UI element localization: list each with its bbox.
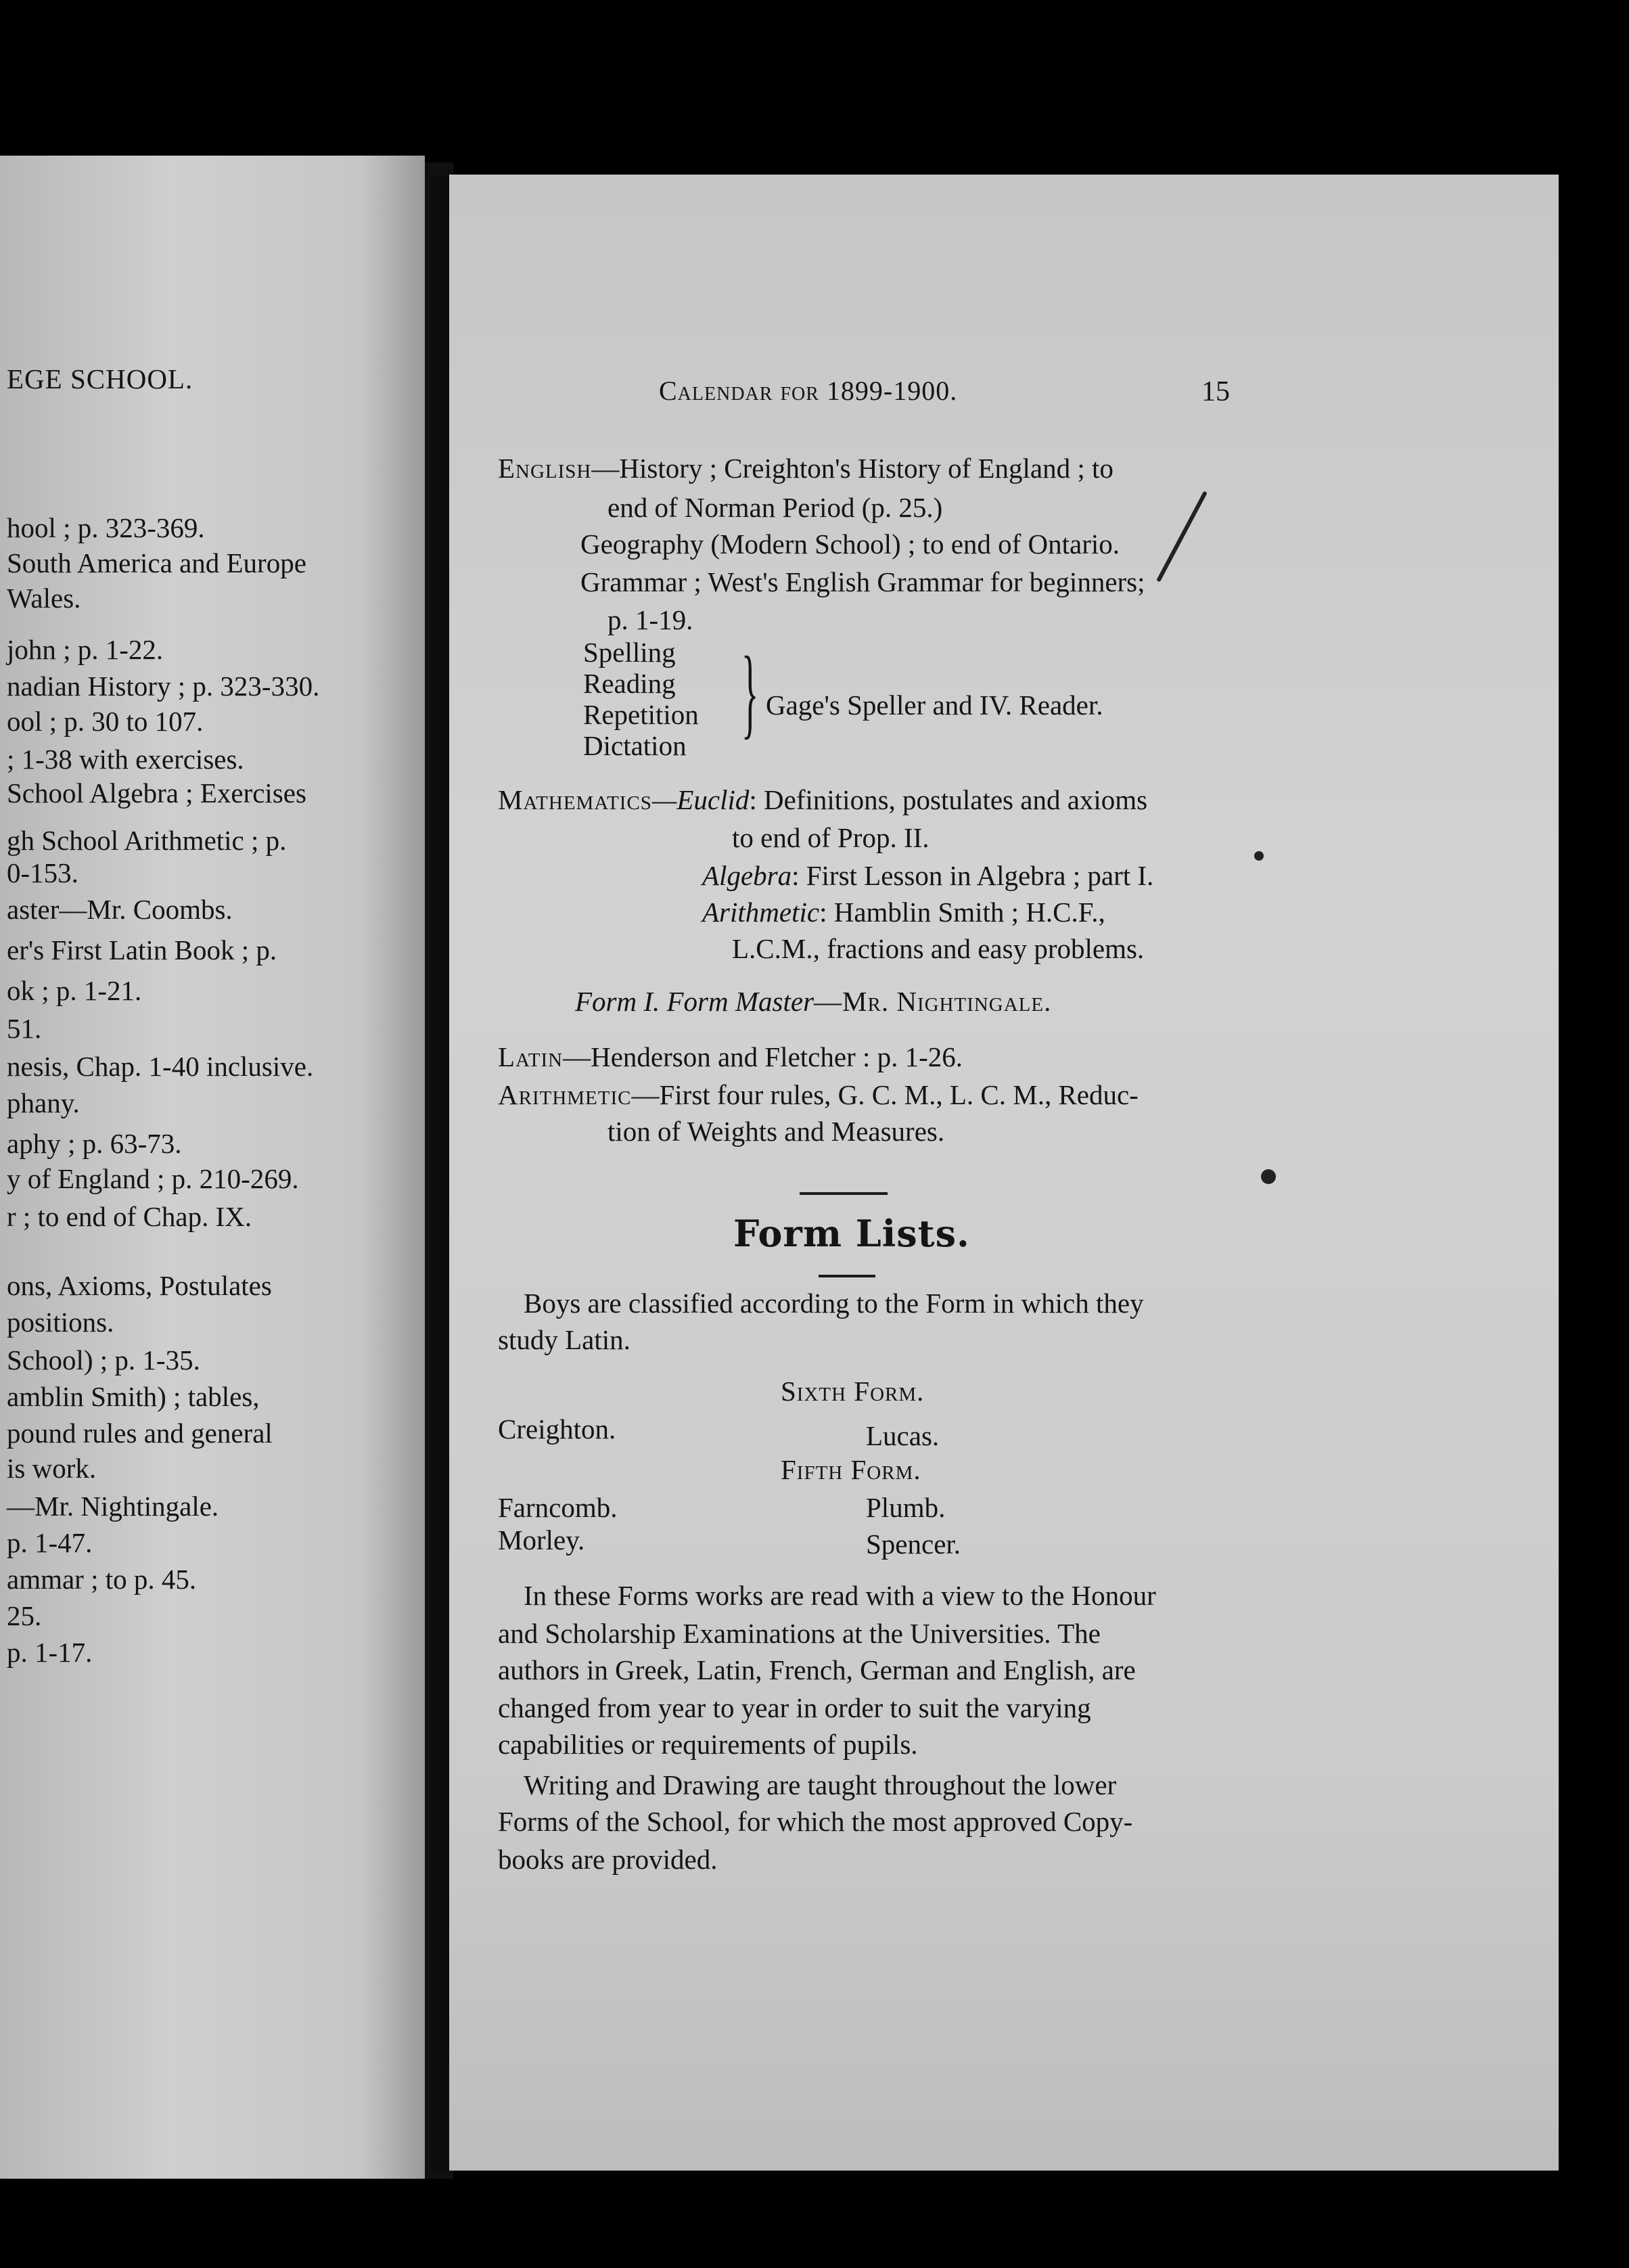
arithmetic-text: : Hamblin Smith ; H.C.F.,: [819, 897, 1105, 928]
left-page-line: ok ; p. 1-21.: [7, 975, 142, 1006]
left-page-line: Wales.: [7, 583, 81, 614]
left-page-line: aphy ; p. 63-73.: [7, 1128, 182, 1159]
spelling-item: Spelling: [583, 637, 676, 668]
arithmetic-two-text: —First four rules, G. C. M., L. C. M., Reduc-: [631, 1079, 1139, 1110]
left-page: [0, 156, 425, 2179]
latin-label: Latin: [498, 1041, 564, 1072]
euclid-text: : Definitions, postulates and axioms: [749, 784, 1148, 815]
left-page-line: john ; p. 1-22.: [7, 634, 164, 665]
left-page-line: ons, Axioms, Postulates: [7, 1270, 272, 1301]
english-history: —History ; Creighton's History of England ; to: [591, 453, 1114, 484]
fifth-name-morley: Morley.: [498, 1524, 585, 1556]
arithmetic-cont: L.C.M., fractions and easy problems.: [732, 933, 1145, 964]
left-page-line: ; 1-38 with exercises.: [7, 744, 244, 775]
curly-brace: }: [741, 636, 759, 748]
scratch-mark: [1156, 491, 1208, 582]
grammar-line: Grammar ; West's English Grammar for beginners;: [580, 566, 1145, 597]
left-page-line: aster—Mr. Coombs.: [7, 894, 233, 925]
writing-para-line: Writing and Drawing are taught throughout the lower: [524, 1769, 1117, 1800]
english-line: [498, 455, 1114, 482]
left-page-line: p. 1-17.: [7, 1637, 93, 1668]
left-page-line: ool ; p. 30 to 107.: [7, 706, 204, 737]
left-page-line: South America and Europe: [7, 547, 306, 579]
left-page-line: —Mr. Nightingale.: [7, 1491, 219, 1522]
form-one-heading: [575, 988, 1051, 1016]
reading-item: Reading: [583, 668, 676, 699]
rule-above-title: [800, 1192, 888, 1195]
honour-para-line: changed from year to year in order to suit the varying: [498, 1692, 1091, 1723]
english-history-cont: end of Norman Period (p. 25.): [607, 492, 943, 523]
sixth-form-heading: Sixth Form.: [781, 1376, 925, 1407]
euclid-cont: to end of Prop. II.: [732, 822, 930, 853]
form-one-italic: Form I. Form Master: [575, 986, 814, 1017]
boys-para-line-2: study Latin.: [498, 1324, 630, 1355]
left-page-line: School) ; p. 1-35.: [7, 1344, 200, 1376]
left-page-line: 25.: [7, 1600, 42, 1631]
ink-speck: [1254, 851, 1264, 861]
left-running-head: EGE SCHOOL.: [7, 363, 193, 394]
latin-line: [498, 1043, 963, 1071]
honour-para-line: authors in Greek, Latin, French, German and English, are: [498, 1654, 1136, 1685]
left-page-line: phany.: [7, 1087, 80, 1118]
algebra-label: Algebra: [702, 860, 792, 891]
ink-speck: [1261, 1169, 1276, 1184]
sixth-name-lucas: Lucas.: [866, 1420, 940, 1451]
arithmetic-line: [702, 899, 1105, 926]
fifth-name-spencer: Spencer.: [866, 1528, 961, 1560]
left-page-line: p. 1-47.: [7, 1527, 93, 1558]
honour-para-line: In these Forms works are read with a view to the Honour: [524, 1580, 1156, 1611]
right-page: [430, 175, 1559, 2171]
algebra-line: [702, 862, 1153, 890]
euclid-label: —Euclid: [651, 784, 750, 815]
sixth-name-creighton: Creighton.: [498, 1413, 616, 1445]
algebra-text: : First Lesson in Algebra ; part I.: [791, 860, 1154, 891]
honour-para-line: and Scholarship Examinations at the Universities. The: [498, 1618, 1101, 1649]
repetition-item: Repetition: [583, 699, 699, 730]
mathematics-label: Mathematics: [498, 784, 652, 815]
latin-text: —Henderson and Fletcher : p. 1-26.: [563, 1041, 963, 1072]
writing-para-line: books are provided.: [498, 1844, 718, 1875]
left-page-line: ammar ; to p. 45.: [7, 1564, 197, 1595]
arithmetic-two-cont: tion of Weights and Measures.: [607, 1116, 945, 1147]
left-page-line: 51.: [7, 1013, 42, 1044]
form-lists-title: Form Lists.: [733, 1212, 970, 1255]
left-page-line: hool ; p. 323-369.: [7, 512, 205, 543]
page-number: 15: [1201, 376, 1230, 407]
left-page-line: 0-153.: [7, 857, 78, 888]
english-label: English: [498, 453, 592, 484]
grammar-cont: p. 1-19.: [607, 604, 693, 635]
mathematics-line: [498, 786, 1147, 814]
honour-para-line: capabilities or requirements of pupils.: [498, 1729, 918, 1760]
arithmetic-label: Arithmetic: [702, 897, 820, 928]
left-page-line: gh School Arithmetic ; p.: [7, 825, 287, 856]
gage-speller-line: Gage's Speller and IV. Reader.: [766, 689, 1103, 721]
left-page-line: is work.: [7, 1453, 97, 1484]
left-page-line: pound rules and general: [7, 1418, 273, 1449]
arithmetic-two-label: Arithmetic: [498, 1079, 632, 1110]
form-one-master: —Mr. Nightingale.: [814, 986, 1052, 1017]
fifth-name-plumb: Plumb.: [866, 1492, 946, 1523]
dictation-item: Dictation: [583, 730, 687, 761]
fifth-form-heading: Fifth Form.: [781, 1454, 921, 1485]
left-page-line: r ; to end of Chap. IX.: [7, 1201, 252, 1232]
boys-para-line-1: Boys are classified according to the Form in which they: [524, 1288, 1144, 1319]
fifth-name-farncomb: Farncomb.: [498, 1492, 618, 1523]
geography-line: Geography (Modern School) ; to end of Ontario.: [580, 528, 1120, 560]
writing-para-line: Forms of the School, for which the most approved Copy-: [498, 1806, 1133, 1837]
left-page-line: nesis, Chap. 1-40 inclusive.: [7, 1051, 314, 1082]
left-page-line: School Algebra ; Exercises: [7, 777, 306, 809]
left-page-line: er's First Latin Book ; p.: [7, 934, 277, 966]
arithmetic-two-line: [498, 1081, 1139, 1109]
running-head: Calendar for 1899-1900.: [659, 376, 958, 406]
left-page-line: positions.: [7, 1307, 114, 1338]
left-page-line: amblin Smith) ; tables,: [7, 1381, 260, 1412]
left-page-line: y of England ; p. 210-269.: [7, 1163, 299, 1194]
rule-below-title: [819, 1275, 875, 1277]
left-page-line: nadian History ; p. 323-330.: [7, 671, 320, 702]
